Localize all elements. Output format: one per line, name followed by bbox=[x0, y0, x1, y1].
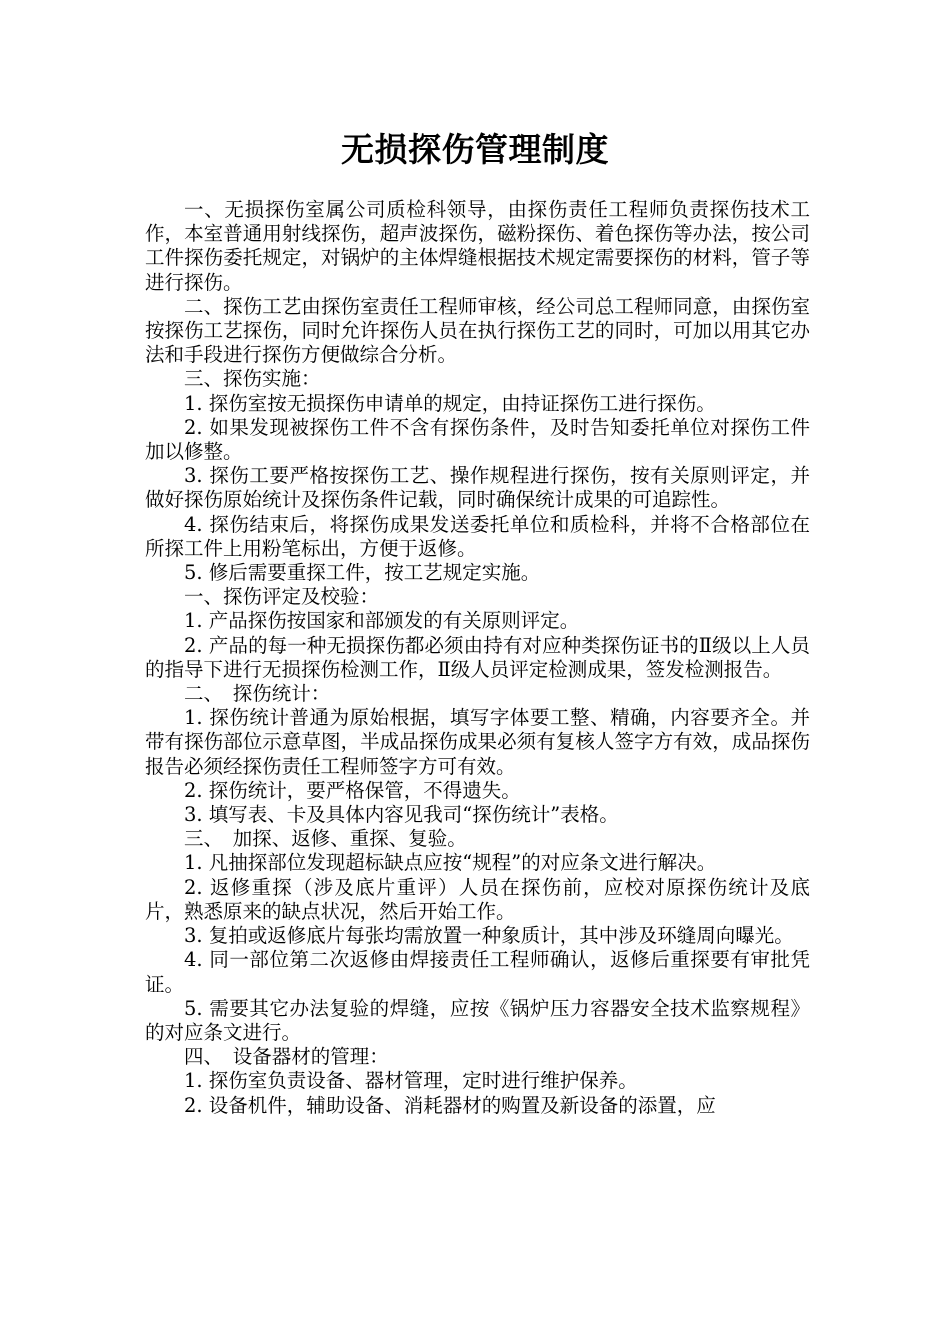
section-heading: 三、 加探、返修、重探、复验。 bbox=[184, 827, 467, 851]
list-item: 1. 产品探伤按国家和部颁发的有关原则评定。 bbox=[184, 609, 580, 633]
section-heading: 三、探伤实施： bbox=[184, 367, 321, 391]
document-title: 无损探伤管理制度 bbox=[341, 130, 609, 169]
section-heading: 二、 探伤统计： bbox=[184, 682, 331, 706]
list-item: 3. 复拍或返修底片每张均需放置一种象质计，其中涉及环缝周向曝光。 bbox=[184, 924, 794, 948]
list-item: 2. 如果发现被探伤工件不含有探伤条件，及时告知委托单位对探伤工件加以修整。 bbox=[145, 415, 810, 464]
paragraph: 二、探伤工艺由探伤室责任工程师审核，经公司总工程师同意，由探伤室按探伤工艺探伤，同时允许探伤人员在执行探伤工艺的同时，可加以用其它办法和手段进行探伤方便做综合分析。 bbox=[145, 294, 810, 367]
list-item: 5. 修后需要重探工件，按工艺规定实施。 bbox=[184, 561, 541, 585]
list-item: 4. 同一部位第二次返修由焊接责任工程师确认，返修后重探要有审批凭证。 bbox=[145, 948, 810, 996]
list-item: 2. 产品的每一种无损探伤都必须由持有对应种类探伤证书的Ⅱ级以上人员的指导下进行无损探伤检测工作，Ⅱ级人员评定检测成果，签发检测报告。 bbox=[145, 633, 810, 681]
list-item: 4. 探伤结束后，将探伤成果发送委托单位和质检科，并将不合格部位在所探工件上用粉笔标出，方便于返修。 bbox=[145, 512, 810, 560]
document-body bbox=[145, 198, 810, 1118]
list-item: 5. 需要其它办法复验的焊缝，应按《锅炉压力容器安全技术监察规程》的对应条文进行。 bbox=[145, 996, 810, 1044]
section-heading: 一、探伤评定及校验： bbox=[184, 585, 380, 609]
list-item: 1. 凡抽探部位发现超标缺点应按“规程”的对应条文进行解决。 bbox=[184, 851, 717, 875]
list-item: 1. 探伤室按无损探伤申请单的规定，由持证探伤工进行探伤。 bbox=[184, 391, 716, 415]
list-item: 2. 探伤统计，要严格保管，不得遗失。 bbox=[184, 778, 521, 802]
list-item: 3. 填写表、卡及具体内容见我司“探伤统计”表格。 bbox=[184, 803, 619, 827]
list-item: 1. 探伤室负责设备、器材管理，定时进行维护保养。 bbox=[184, 1069, 638, 1093]
paragraph: 一、无损探伤室属公司质检科领导，由探伤责任工程师负责探伤技术工作，本室普通用射线探伤，超声波探伤，磁粉探伤、着色探伤等办法，按公司工件探伤委托规定，对锅炉的主体焊缝根据技术规定需要探伤的材料，管子等进行探伤。 bbox=[145, 198, 810, 294]
list-item: 2. 设备机件，辅助设备、消耗器材的购置及新设备的添置，应 bbox=[184, 1093, 716, 1117]
list-item: 3. 探伤工要严格按探伤工艺、操作规程进行探伤，按有关原则评定，并做好探伤原始统计及探伤条件记载，同时确保统计成果的可追踪性。 bbox=[145, 464, 810, 512]
list-item: 2. 返修重探（涉及底片重评）人员在探伤前，应校对原探伤统计及底片，熟悉原来的缺点状况，然后开始工作。 bbox=[145, 875, 810, 923]
list-item: 1. 探伤统计普通为原始根据，填写字体要工整、精确，内容要齐全。并带有探伤部位示意草图，半成品探伤成果必须有复核人签字方有效，成品探伤报告必须经探伤责任工程师签字方可有效。 bbox=[145, 706, 810, 778]
section-heading: 四、 设备器材的管理： bbox=[184, 1045, 389, 1069]
